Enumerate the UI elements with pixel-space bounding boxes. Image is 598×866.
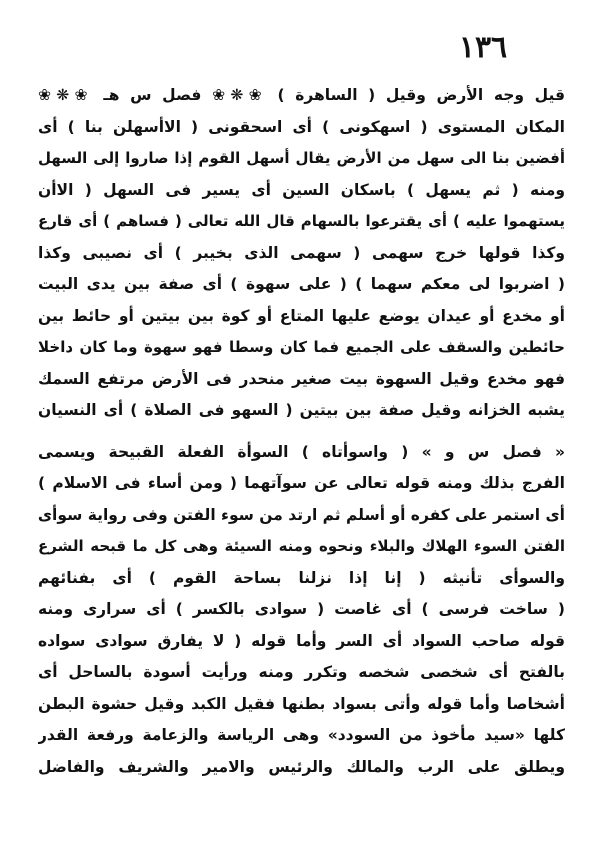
text-line-10: فهو مخدع وقيل السهوة بيت صغير منحدر فى الأرض مرتفع السمك (38, 369, 565, 388)
text-line-4: ومنه ( ثم يسهل ) باسكان السين أى يسير فى السهل ( الاأن (38, 180, 565, 199)
text-line-18: قوله صاحب السواد أى السر وأما قوله ( لا يفارق سوادى سواده (38, 631, 565, 650)
page-number: ١٣٦ (458, 30, 508, 65)
text-line-2: المكان المستوى ( اسهكونى ) أى اسحقونى ( الاأسهلن بنا ) أى (38, 117, 565, 136)
text-line-16: والسوأى تأنيثه ( إنا إذا نزلنا بساحة القوم ) أى بفنائهم (38, 568, 565, 587)
text-line-17: ( ساخت فرسى ) أى غاصت ( سوادى بالكسر ) أى سرارى ومنه (38, 600, 565, 618)
arabic-text-block (38, 80, 565, 783)
text-line-6: وكذا قولها خرج سهمى ( سهمى الذى بخيبر ) أى نصيبى وكذا (38, 243, 565, 262)
text-line-3: أفضين بنا الى سهل من الأرض يقال أسهل القوم إذا صاروا إلى السهل (38, 149, 565, 167)
text-line-20: أشخاصا وأما قوله وأتى بسواد بطنها فقيل الكبد وقيل حشوة البطن (38, 694, 565, 713)
text-line-14: أى استمر على كفره أو أسلم ثم ارتد من سوء الفتن وفى رواية سوأى (38, 505, 565, 524)
text-line-15: الفتن السوء الهلاك والبلاء ونحوه ومنه السيئة وهى كل ما قبحه الشرع (38, 537, 565, 555)
text-line-21: كلها «سيد مأخوذ من السودد» وهى الرياسة والزعامة ورفعة القدر (38, 726, 565, 744)
text-line-7: ( اضربوا لى معكم سهما ) ( على سهوة ) أى صفة بين يدى البيت (38, 275, 565, 293)
text-line-19: بالفتح أى شخصى شخصه وتكرر ومنه ورأيت أسودة بالساحل أى (38, 663, 565, 681)
text-line-1: قيل وجه الأرض وقيل ( الساهرة ) ❀❋❀ فصل س هـ ❀❋❀ (38, 86, 565, 104)
text-line-11: يشبه الخزانه وقيل صفة بين بيتين ( السهو فى الصلاة ) أى النسيان (38, 401, 565, 419)
text-line-22: ويطلق على الرب والمالك والرئيس والامير والشريف والفاضل (38, 757, 565, 776)
text-line-13: الفرج بذلك ومنه قوله تعالى عن سوآتهما ( ومن أساء فى الاسلام ) (38, 474, 565, 492)
text-line-12: « فصل س و » ( واسوأتاه ) السوأة الفعلة القبيحة ويسمى (38, 442, 565, 461)
text-line-8: أو مخدع أو عيدان يوضع عليها المتاع أو كوة بين بيتين أو حائط بين (38, 306, 565, 325)
text-line-5: يستهموا عليه ) أى يقترعوا بالسهام قال الله تعالى ( فساهم ) أى قارع (38, 212, 565, 230)
text-line-9: حائطين والسقف على الجميع فما كان وسطا فهو سهوة وما كان داخلا (38, 338, 565, 356)
